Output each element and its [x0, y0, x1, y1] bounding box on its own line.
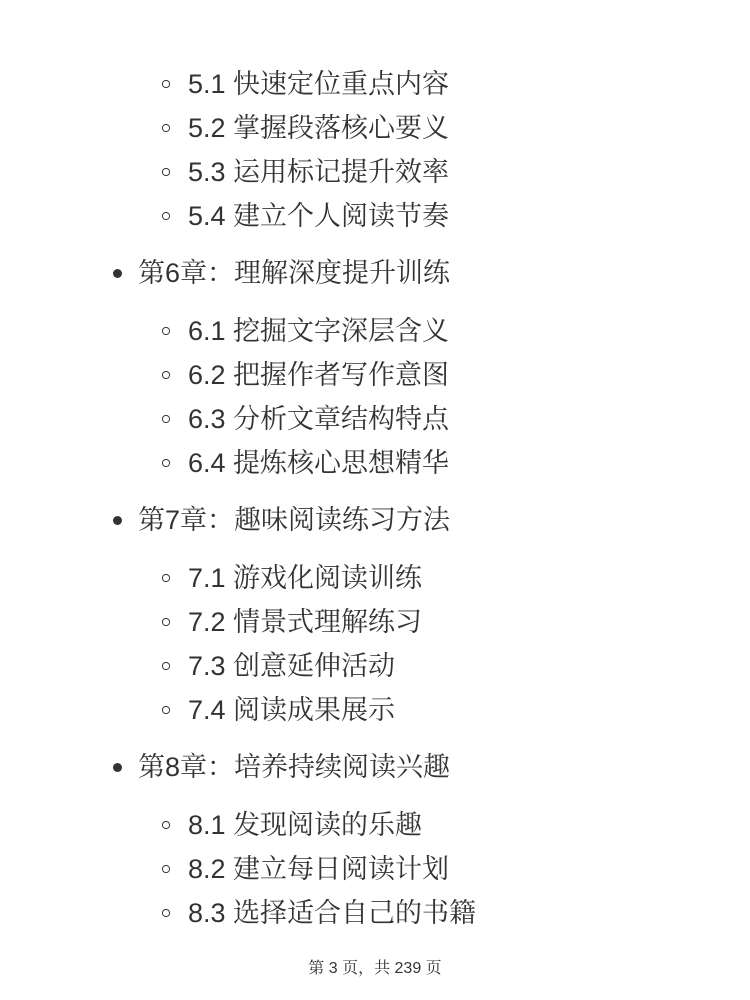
bullet-disc-icon	[113, 269, 122, 278]
subitem-label: 8.1 发现阅读的乐趣	[188, 810, 423, 840]
subitem-label: 5.1 快速定位重点内容	[188, 69, 450, 99]
toc-subitem	[188, 150, 750, 194]
bullet-disc-icon	[113, 763, 122, 772]
chapter-item	[138, 251, 750, 295]
bullet-circle-icon	[162, 212, 170, 220]
subitem-label: 6.4 提炼核心思想精华	[188, 448, 450, 478]
subitem-label: 5.3 运用标记提升效率	[188, 157, 450, 187]
bullet-circle-icon	[162, 618, 170, 626]
toc-subitem	[188, 309, 750, 353]
toc-subitem	[188, 106, 750, 150]
toc-subitem	[188, 600, 750, 644]
chapter8-section	[0, 745, 750, 935]
bullet-circle-icon	[162, 459, 170, 467]
toc-subitem	[188, 556, 750, 600]
chapter7-section	[0, 498, 750, 732]
subitem-label: 8.3 选择适合自己的书籍	[188, 898, 477, 928]
subitem-label: 7.1 游戏化阅读训练	[188, 563, 423, 593]
subitem-label: 5.2 掌握段落核心要义	[188, 113, 450, 143]
chapter-title: 第8章：培养持续阅读兴趣	[138, 752, 451, 782]
chapter-item	[138, 745, 750, 789]
toc-subitem	[188, 353, 750, 397]
subitem-label: 7.3 创意延伸活动	[188, 651, 396, 681]
page-number-footer: 第 3 页，共 239 页	[308, 960, 442, 977]
toc-subitem	[188, 397, 750, 441]
chapter6-subitem-list	[0, 309, 750, 485]
bullet-circle-icon	[162, 371, 170, 379]
subitem-label: 7.4 阅读成果展示	[188, 695, 396, 725]
toc-subitem	[188, 644, 750, 688]
chapter-title: 第6章：理解深度提升训练	[138, 258, 451, 288]
bullet-circle-icon	[162, 168, 170, 176]
chapter-item	[138, 498, 750, 542]
bullet-circle-icon	[162, 821, 170, 829]
chapter5-subitem-list	[0, 62, 750, 238]
toc-subitem	[188, 62, 750, 106]
toc-subitem	[188, 688, 750, 732]
bullet-circle-icon	[162, 662, 170, 670]
subitem-label: 5.4 建立个人阅读节奏	[188, 201, 450, 231]
chapter6-section	[0, 251, 750, 485]
chapter7-subitem-list	[0, 556, 750, 732]
chapter8-subitem-list	[0, 803, 750, 935]
bullet-circle-icon	[162, 415, 170, 423]
toc-subitem	[188, 194, 750, 238]
subitem-label: 6.2 把握作者写作意图	[188, 360, 450, 390]
bullet-circle-icon	[162, 574, 170, 582]
bullet-disc-icon	[113, 516, 122, 525]
bullet-circle-icon	[162, 327, 170, 335]
chapter-title: 第7章：趣味阅读练习方法	[138, 505, 451, 535]
table-of-contents	[0, 62, 750, 935]
subitem-label: 8.2 建立每日阅读计划	[188, 854, 450, 884]
bullet-circle-icon	[162, 865, 170, 873]
toc-subitem	[188, 891, 750, 935]
bullet-circle-icon	[162, 909, 170, 917]
subitem-label: 6.1 挖掘文字深层含义	[188, 316, 450, 346]
toc-subitem	[188, 441, 750, 485]
subitem-label: 7.2 情景式理解练习	[188, 607, 423, 637]
toc-subitem	[188, 847, 750, 891]
subitem-label: 6.3 分析文章结构特点	[188, 404, 450, 434]
bullet-circle-icon	[162, 124, 170, 132]
toc-subitem	[188, 803, 750, 847]
bullet-circle-icon	[162, 706, 170, 714]
bullet-circle-icon	[162, 80, 170, 88]
